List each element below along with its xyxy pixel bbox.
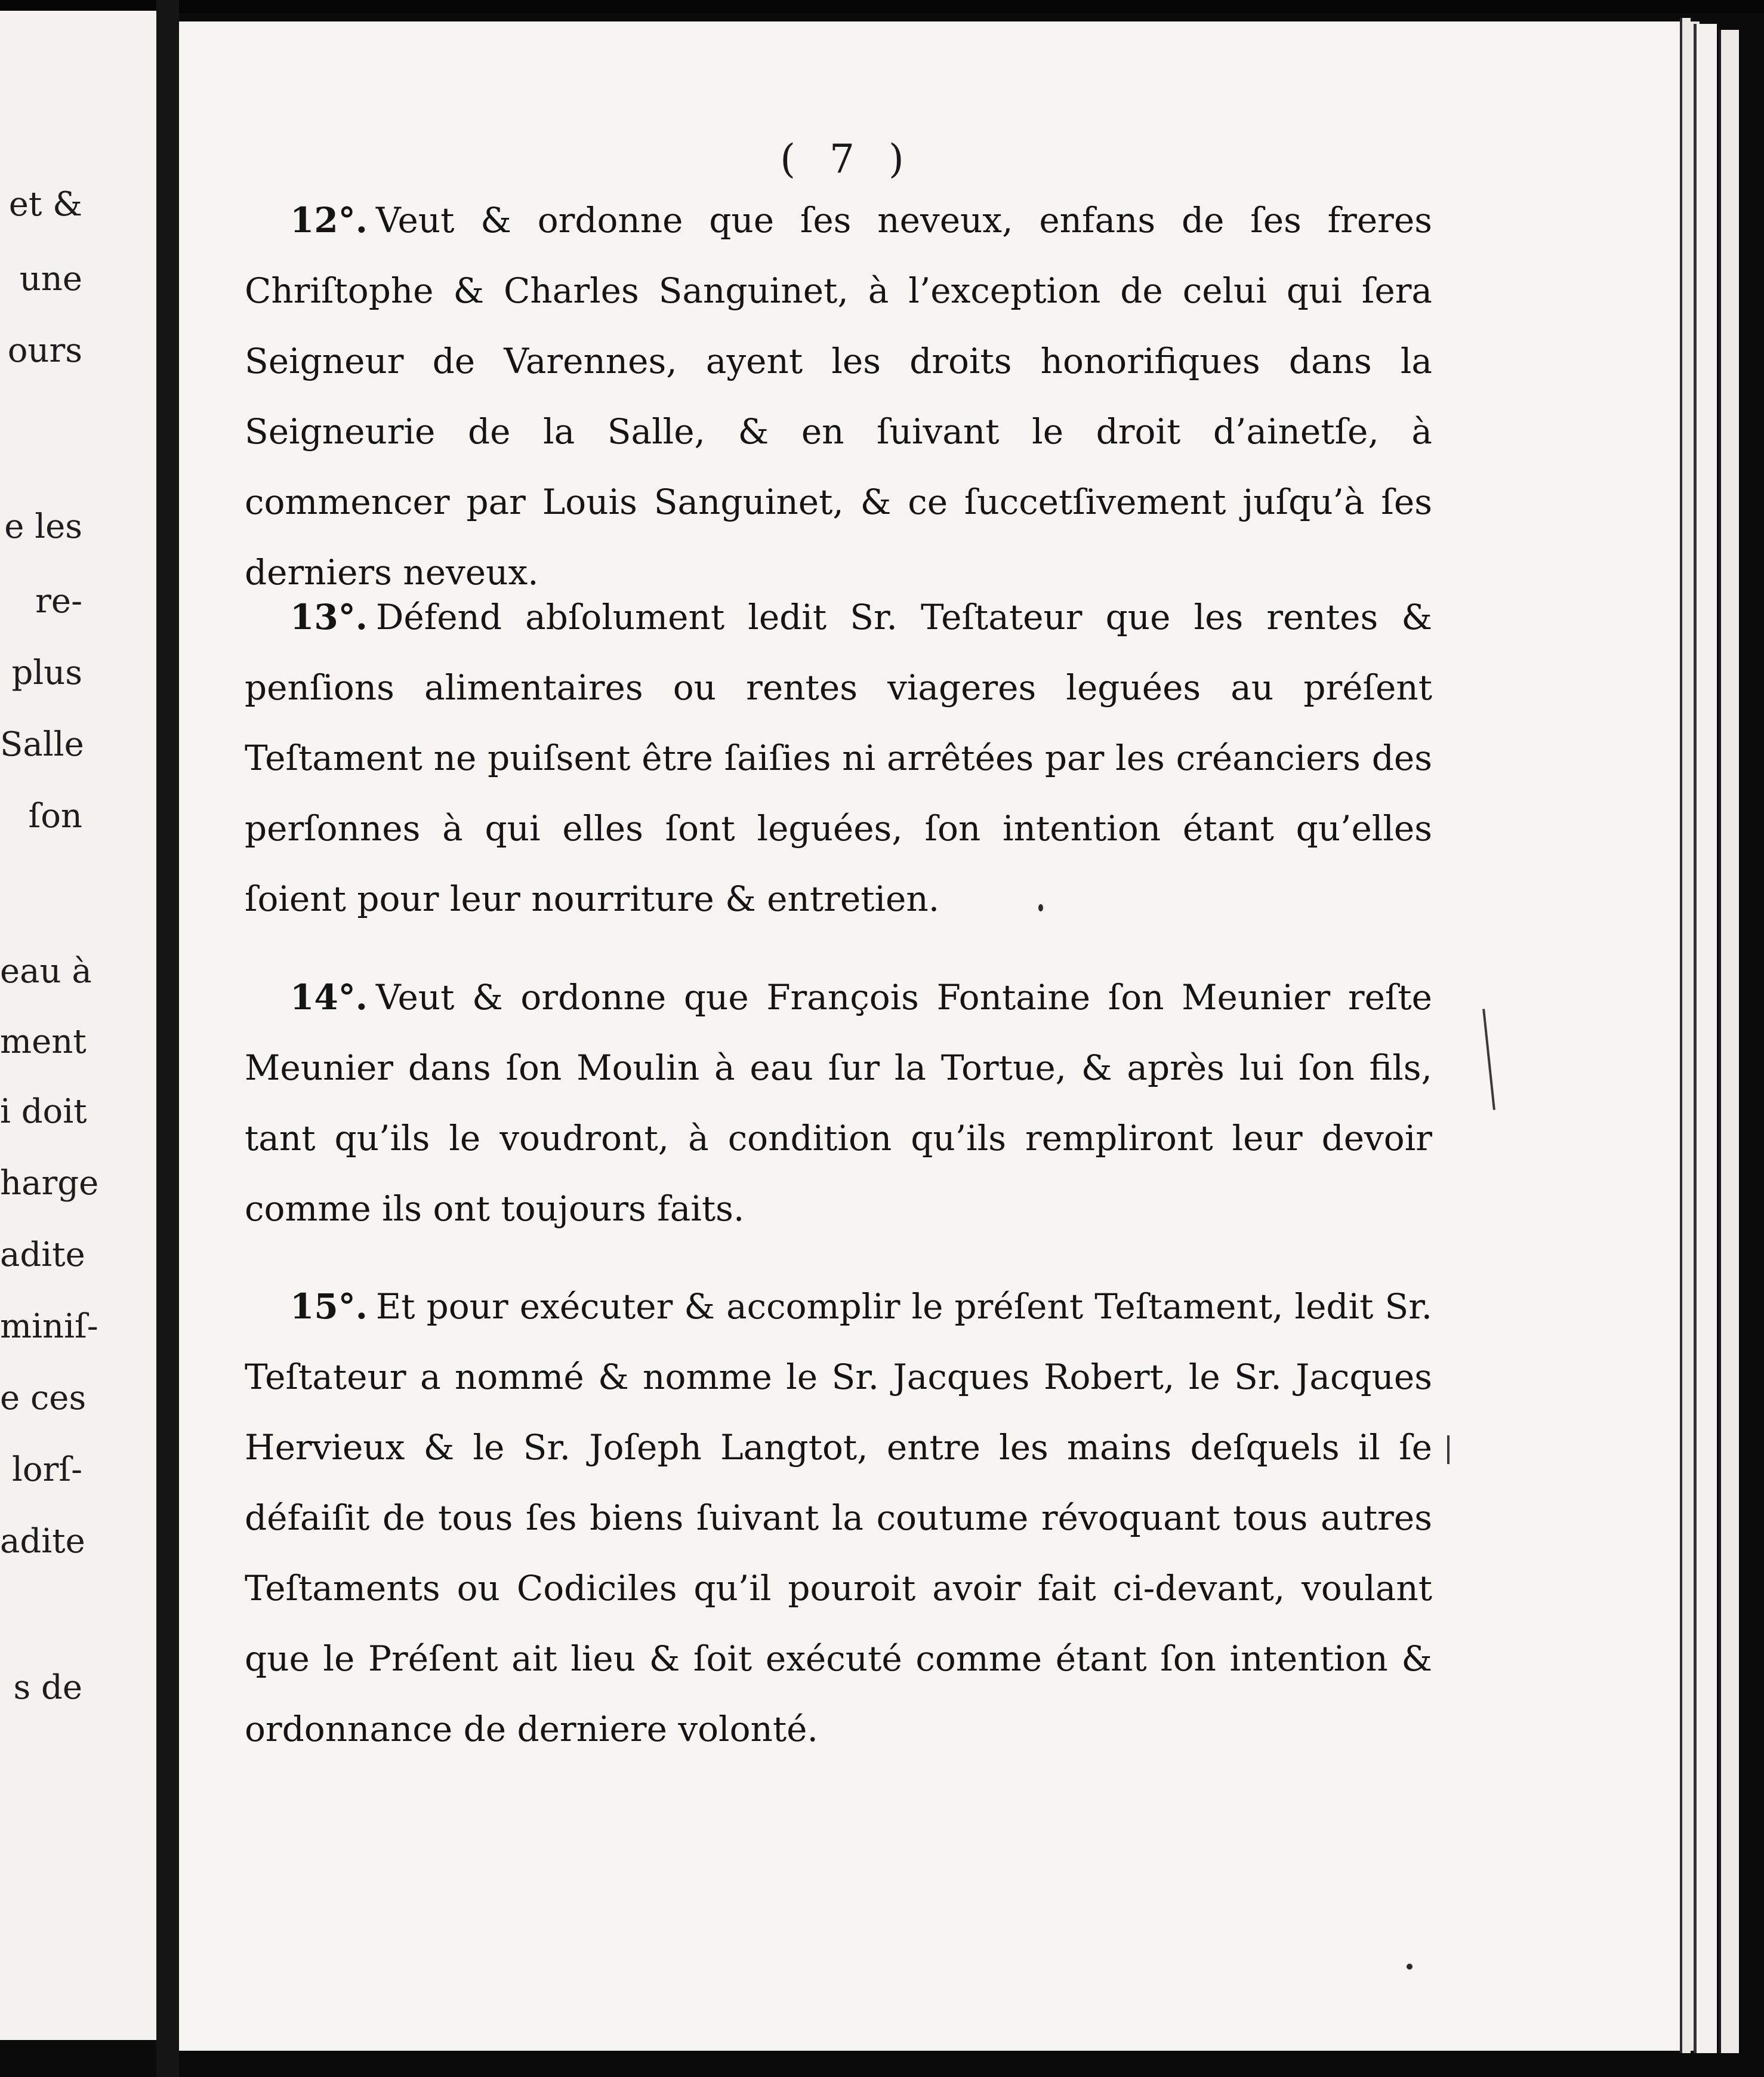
article-text: Défend abſolument ledit Sr. Teſtateur que les rentes & penſions alimentaires ou rentes viageres leguées au préſent Teſtament ne puiſsent être ſaiſies ni arrêtées par les créanciers des perſonnes à qui elles ſont leguées, ſon intention étant qu’elles ſoient pour leur nourriture & entretien. <box>245 597 1432 919</box>
paragraph-12 <box>245 185 1432 608</box>
scan-mark <box>1447 1435 1450 1464</box>
page-edge <box>1694 24 1717 2053</box>
facing-page-line: ment <box>0 1022 87 1061</box>
scan-top-border <box>0 0 1764 13</box>
article-number: 12°. <box>290 200 368 241</box>
facing-page-line: et & <box>8 185 82 224</box>
article-text: Veut & ordonne que ſes neveux, enfans de ſes freres Chriſtophe & Charles Sanguinet, à l’exception de celui qui ſera Seigneur de Varennes, ayent les droits honorifiques dans la Seigneurie de la Salle, & en ſuivant le droit d’ainetſe, à commencer par Louis Sanguinet, & ce ſuccetſivement juſqu’à ſes derniers neveux. <box>245 200 1432 593</box>
scan-speck <box>1407 1964 1413 1970</box>
facing-page-line: miniſ- <box>0 1307 98 1346</box>
article-number: 14°. <box>290 977 368 1018</box>
facing-page-line: Salle <box>0 725 84 764</box>
facing-page-line: harge <box>0 1164 99 1203</box>
facing-page-line: adite <box>0 1522 85 1561</box>
paragraph-15 <box>245 1271 1432 1764</box>
facing-page-line: ours <box>7 331 82 370</box>
facing-page-left <box>0 11 156 2040</box>
article-number: 13°. <box>290 597 368 637</box>
facing-page-line: adite <box>0 1235 85 1274</box>
article-text: Et pour exécuter & accomplir le préſent Teſtament, ledit Sr. Teſtateur a nommé & nomme le Sr. Jacques Robert, le Sr. Jacques Hervieux & le Sr. Joſeph Langtot, entre les mains deſquels il ſe défaiſit de tous ſes biens ſuivant la coutume révoquant tous autres Teſtaments ou Codiciles qu’il pouroit avoir fait ci-devant, voulant que le Préſent ait lieu & ſoit exécuté comme étant ſon intention & ordonnance de derniere volonté. <box>245 1286 1432 1749</box>
article-number: 15°. <box>290 1286 368 1327</box>
facing-page-line: ſon <box>28 797 82 836</box>
page-number: ( 7 ) <box>780 136 915 182</box>
facing-page-line: lorſ- <box>11 1450 82 1489</box>
facing-page-line: i doit <box>0 1092 87 1131</box>
paragraph-13 <box>245 582 1432 934</box>
facing-page-line: eau à <box>0 952 92 991</box>
book-gutter <box>156 0 179 2077</box>
article-text: Veut & ordonne que François Fontaine ſon Meunier reſte Meunier dans ſon Moulin à eau ſur la Tortue, & après lui ſon fils, tant qu’ils le voudront, à condition qu’ils rempliront leur devoir comme ils ont toujours faits. <box>245 977 1432 1229</box>
facing-page-line: e les <box>4 507 82 546</box>
facing-page-line: une <box>19 260 82 298</box>
page-edge <box>1680 18 1691 2053</box>
scan-speck <box>1038 904 1043 911</box>
facing-page-line: e ces <box>0 1379 87 1417</box>
facing-page-line: re- <box>35 582 82 621</box>
paragraph-14 <box>245 962 1432 1244</box>
facing-page-line: s de <box>13 1668 82 1707</box>
page-edge <box>1719 30 1739 2053</box>
facing-page-line: plus <box>11 654 82 692</box>
